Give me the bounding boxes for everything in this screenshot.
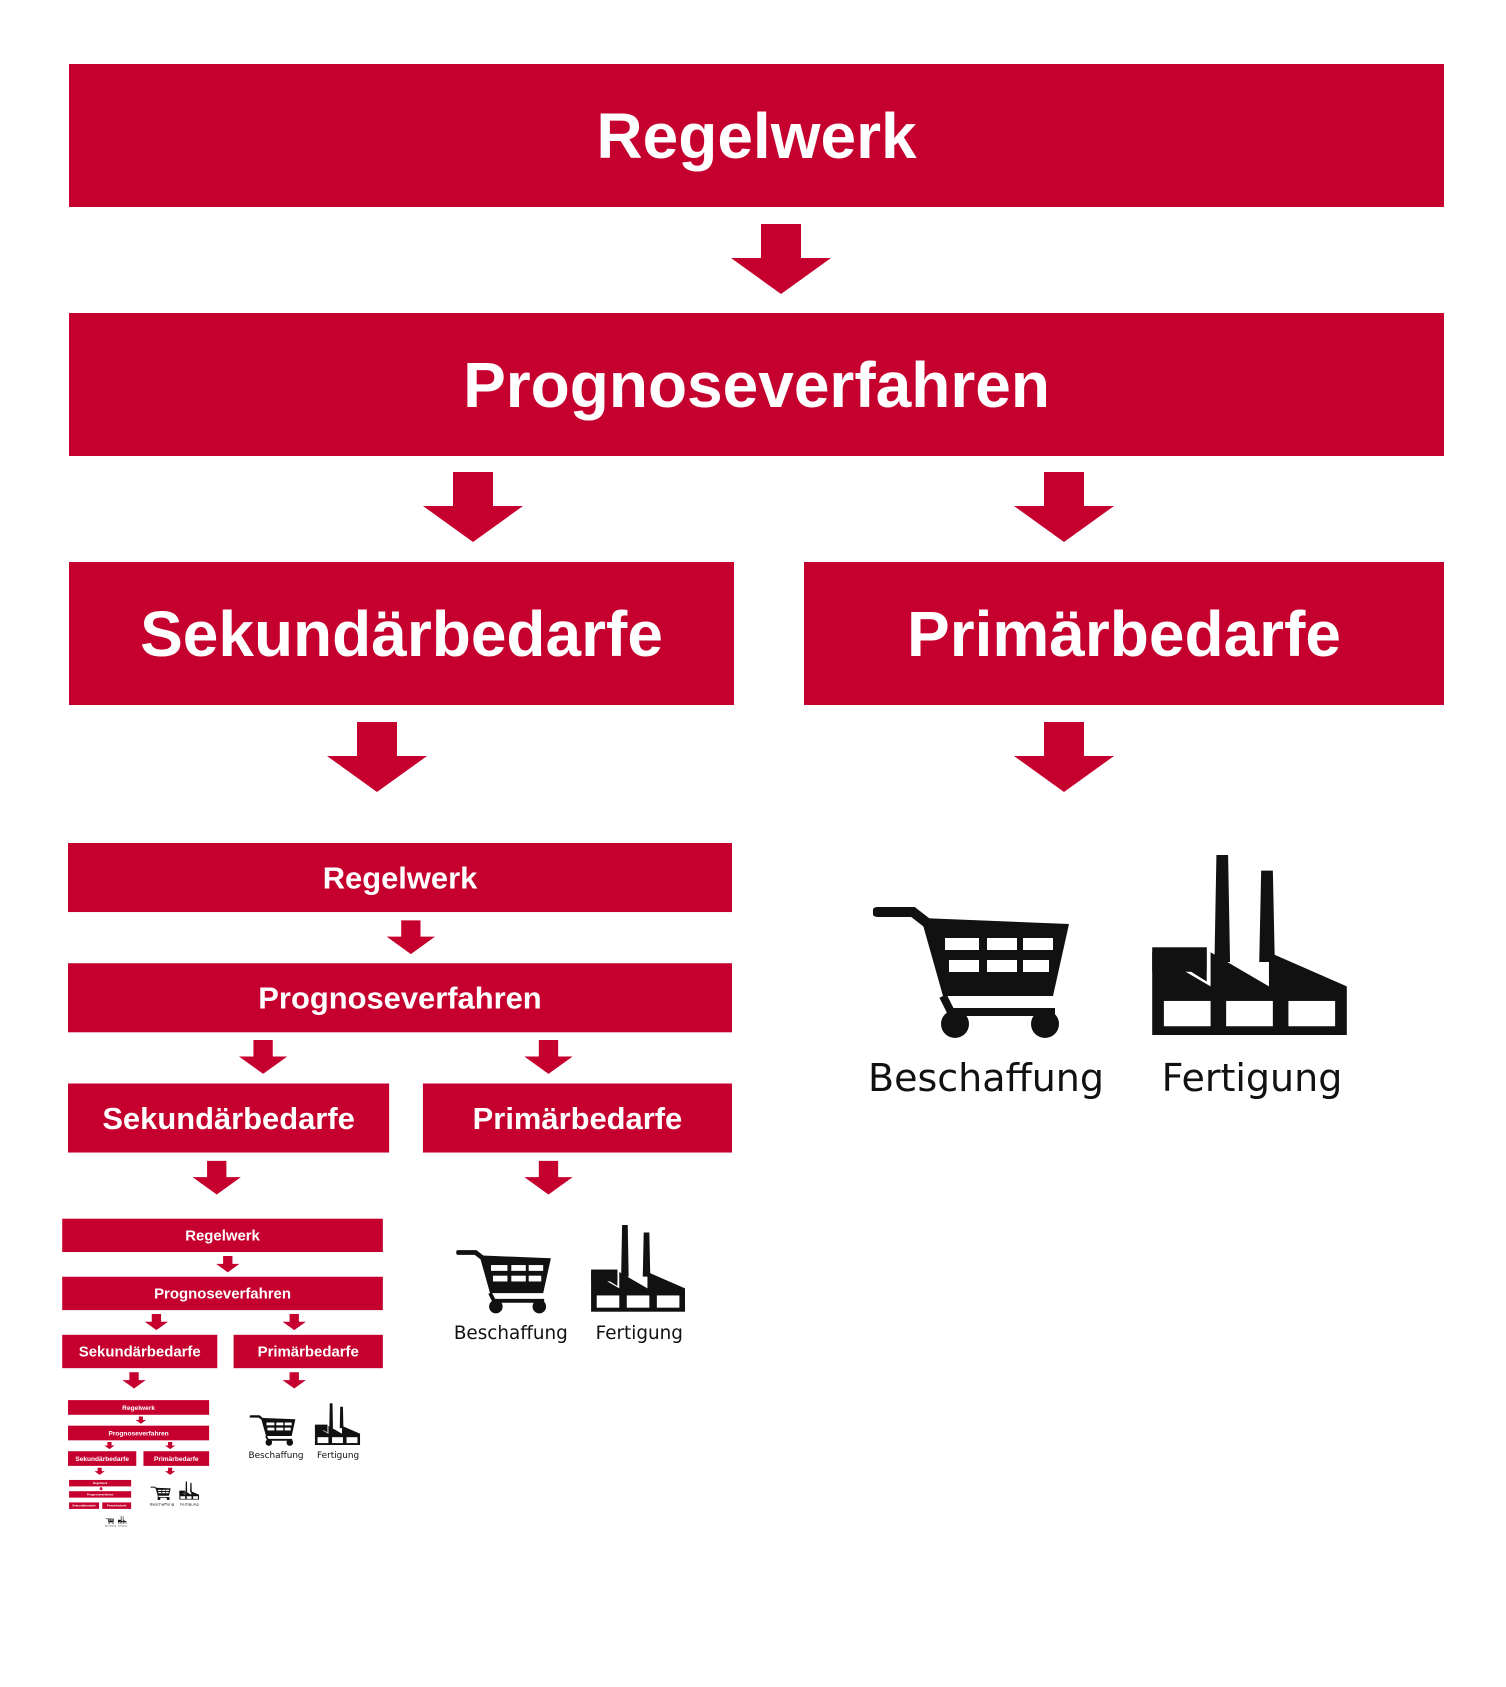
prognoseverfahren-label: Prognoseverfahren bbox=[258, 980, 542, 1016]
diagram-level-2 bbox=[68, 843, 795, 1658]
arrow-down-icon bbox=[327, 722, 427, 792]
fertigung-label: Fertigung bbox=[317, 1450, 360, 1461]
sekundaerbedarfe-box bbox=[68, 1451, 136, 1466]
sekundaerbedarfe-label: Sekundärbedarfe bbox=[102, 1100, 355, 1136]
diagram-level-5 bbox=[69, 1480, 137, 1556]
factory-icon bbox=[179, 1481, 199, 1499]
prognoseverfahren-box bbox=[69, 313, 1444, 456]
beschaffung-label: Beschaffung bbox=[105, 1524, 116, 1527]
shopping-cart-icon bbox=[456, 1249, 553, 1314]
arrow-down-icon bbox=[524, 1161, 572, 1195]
regelwerk-box bbox=[68, 843, 732, 912]
primaerbedarfe-box bbox=[143, 1451, 209, 1466]
sekundaerbedarfe-label: Sekundärbedarfe bbox=[78, 1343, 201, 1360]
primaerbedarfe-label: Primärbedarfe bbox=[472, 1100, 683, 1136]
shopping-cart-icon bbox=[105, 1518, 114, 1524]
sekundaerbedarfe-box bbox=[69, 562, 734, 705]
diagram-level-3 bbox=[62, 1219, 413, 1612]
regelwerk-label: Regelwerk bbox=[185, 1226, 260, 1244]
prognoseverfahren-box bbox=[68, 963, 732, 1032]
shopping-cart-icon bbox=[151, 1486, 172, 1500]
arrow-down-icon bbox=[99, 1487, 104, 1490]
primaerbedarfe-label: Primärbedarfe bbox=[154, 1454, 199, 1463]
shopping-cart-icon bbox=[873, 904, 1073, 1039]
arrow-down-icon bbox=[216, 1256, 239, 1272]
factory-icon bbox=[1152, 855, 1347, 1035]
primaerbedarfe-label: Primärbedarfe bbox=[257, 1343, 359, 1360]
regelwerk-label: Regelwerk bbox=[596, 99, 917, 172]
regelwerk-box bbox=[68, 1400, 209, 1415]
sekundaerbedarfe-label: Sekundärbedarfe bbox=[140, 597, 663, 670]
fertigung-label: Fertigung bbox=[595, 1322, 683, 1344]
arrow-down-icon bbox=[387, 920, 435, 954]
beschaffung-label: Beschaffung bbox=[453, 1322, 568, 1344]
arrow-down-icon bbox=[165, 1442, 175, 1449]
arrow-down-icon bbox=[104, 1442, 114, 1449]
sekundaerbedarfe-box bbox=[69, 1502, 99, 1508]
diagram-level-4 bbox=[68, 1400, 223, 1573]
regelwerk-label: Regelwerk bbox=[92, 1481, 108, 1485]
prognoseverfahren-box bbox=[68, 1426, 209, 1441]
arrow-down-icon bbox=[283, 1314, 306, 1330]
regelwerk-box bbox=[69, 1480, 131, 1486]
primaerbedarfe-box bbox=[102, 1502, 131, 1508]
regelwerk-box bbox=[69, 64, 1444, 207]
arrow-down-icon bbox=[239, 1040, 287, 1074]
prognoseverfahren-box bbox=[62, 1277, 383, 1310]
regelwerk-box bbox=[62, 1219, 383, 1252]
primaerbedarfe-box bbox=[234, 1335, 383, 1368]
sekundaerbedarfe-label: Sekundärbedarfe bbox=[72, 1504, 96, 1508]
primaerbedarfe-label: Primärbedarfe bbox=[907, 597, 1341, 670]
prognoseverfahren-label: Prognoseverfahren bbox=[86, 1492, 114, 1497]
arrow-down-icon bbox=[423, 472, 523, 542]
beschaffung-label: Beschaffung bbox=[150, 1501, 175, 1507]
prognoseverfahren-box bbox=[69, 1491, 131, 1497]
fertigung-label: Fertigung bbox=[1161, 1056, 1343, 1100]
fertigung-label: Fertigung bbox=[180, 1501, 199, 1507]
arrow-down-icon bbox=[165, 1468, 175, 1475]
prognoseverfahren-label: Prognoseverfahren bbox=[108, 1429, 169, 1437]
arrow-down-icon bbox=[1014, 472, 1114, 542]
sekundaerbedarfe-label: Sekundärbedarfe bbox=[75, 1454, 129, 1463]
arrow-down-icon bbox=[95, 1468, 105, 1475]
arrow-down-icon bbox=[731, 224, 831, 294]
arrow-down-icon bbox=[193, 1161, 241, 1195]
arrow-down-icon bbox=[122, 1372, 145, 1388]
arrow-down-icon bbox=[136, 1417, 146, 1424]
prognoseverfahren-label: Prognoseverfahren bbox=[463, 348, 1050, 421]
sekundaerbedarfe-box bbox=[62, 1335, 217, 1368]
factory-icon bbox=[591, 1225, 685, 1312]
beschaffung-label: Beschaffung bbox=[868, 1056, 1104, 1100]
arrow-down-icon bbox=[145, 1314, 168, 1330]
regelwerk-label: Regelwerk bbox=[122, 1403, 156, 1412]
arrow-down-icon bbox=[524, 1040, 572, 1074]
sekundaerbedarfe-box bbox=[68, 1083, 389, 1152]
prognoseverfahren-label: Prognoseverfahren bbox=[154, 1285, 291, 1302]
beschaffung-label: Beschaffung bbox=[248, 1450, 304, 1461]
shopping-cart-icon bbox=[250, 1415, 297, 1446]
arrow-down-icon bbox=[1014, 722, 1114, 792]
factory-icon bbox=[315, 1403, 360, 1445]
regelwerk-label: Regelwerk bbox=[322, 860, 478, 895]
arrow-down-icon bbox=[283, 1372, 306, 1388]
fertigung-label: Fertigung bbox=[118, 1524, 127, 1527]
primaerbedarfe-box bbox=[423, 1083, 732, 1152]
primaerbedarfe-box bbox=[804, 562, 1444, 705]
primaerbedarfe-label: Primärbedarfe bbox=[106, 1504, 127, 1508]
factory-icon bbox=[118, 1516, 127, 1524]
